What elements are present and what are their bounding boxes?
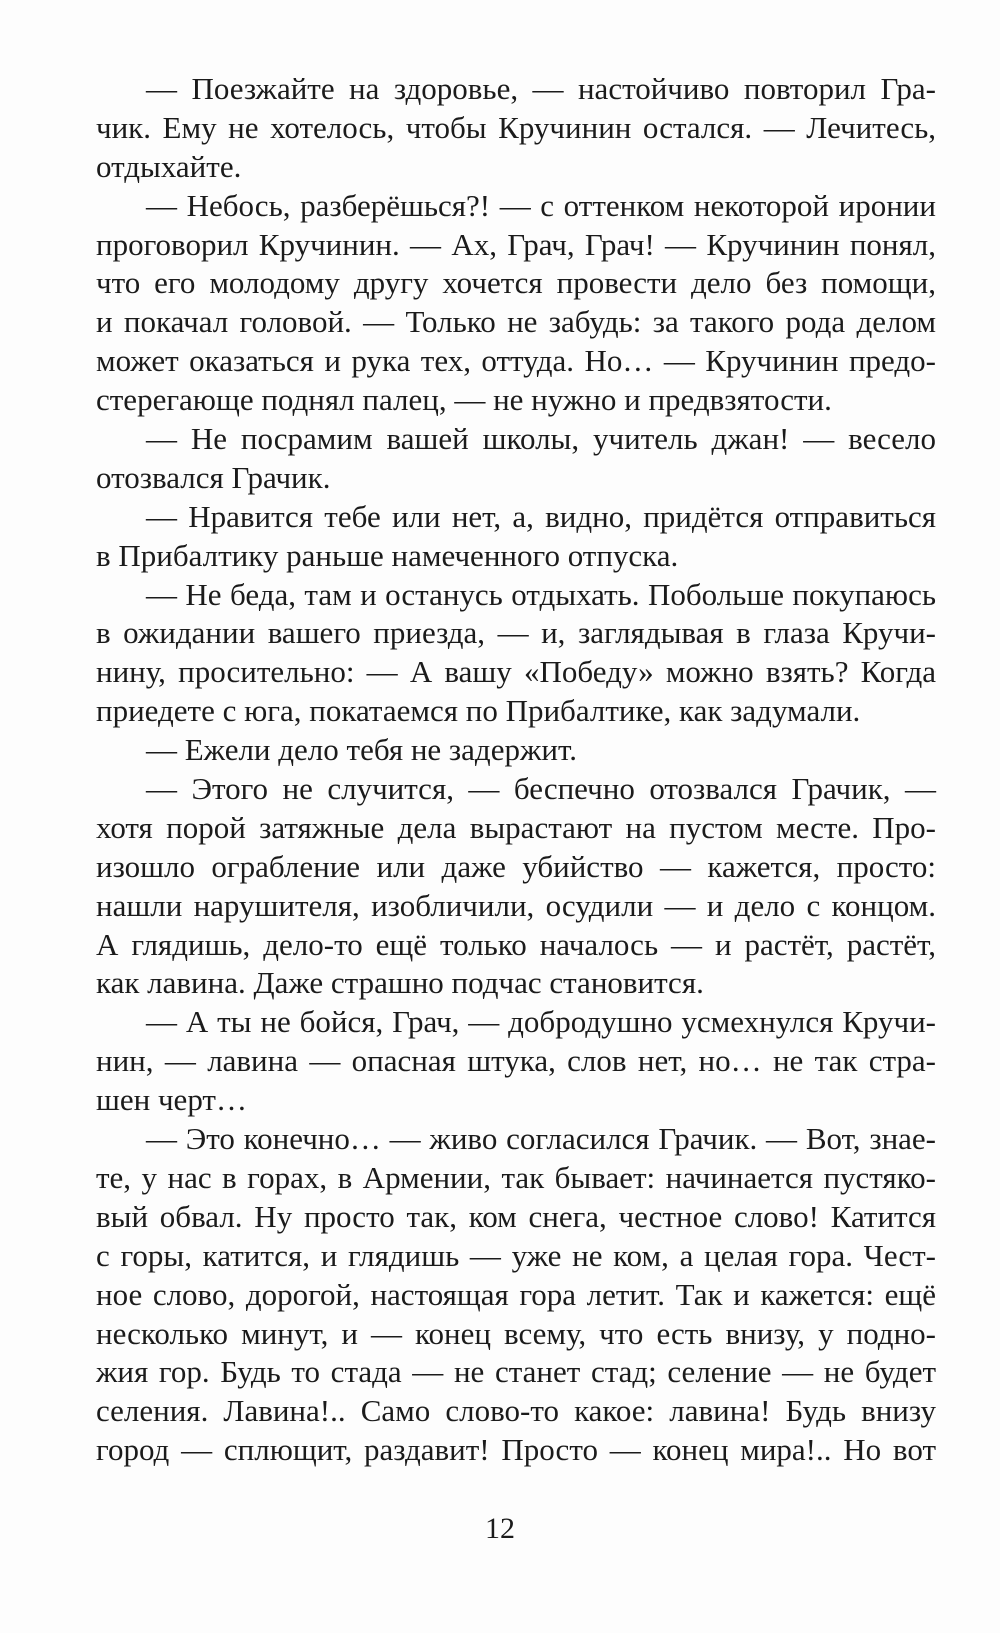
text-line: стерегающе поднял палец, — не нужно и предвзятости.	[96, 382, 832, 418]
text-line: А глядишь, дело-то ещё только началось — и растёт, растёт,	[96, 926, 936, 962]
text-line: ное слово, дорогой, настоящая гора летит. Так и кажется: ещё	[96, 1276, 936, 1312]
text-line: — Ежели дело тебя не задержит.	[146, 732, 577, 768]
text-line: нин, — лавина — опасная штука, слов нет, но… не так стра-	[96, 1043, 936, 1079]
text-line: — А ты не бойся, Грач, — добродушно усмехнулся Кручи-	[146, 1004, 936, 1040]
text-line: проговорил Кручинин. — Ах, Грач, Грач! — Кручинин понял,	[96, 226, 936, 262]
text-line: что его молодому другу хочется провести дело без помощи,	[96, 265, 936, 301]
text-line: чик. Ему не хотелось, чтобы Кручинин остался. — Лечитесь,	[96, 109, 936, 145]
text-line: — Это конечно… — живо согласился Грачик. — Вот, знае-	[146, 1121, 936, 1157]
text-line: как лавина. Даже страшно подчас становится.	[96, 965, 704, 1001]
text-line: нашли нарушителя, изобличили, осудили — и дело с концом.	[96, 887, 936, 923]
text-line: город — сплющит, раздавит! Просто — конец мира!.. Но вот	[96, 1432, 936, 1468]
text-line: — Нравится тебе или нет, а, видно, придётся отправиться	[146, 498, 936, 534]
text-line: — Поезжайте на здоровье, — настойчиво повторил Гра-	[146, 71, 936, 106]
text-line: в Прибалтику раньше намеченного отпуска.	[96, 537, 679, 573]
text-line: и покачал головой. — Только не забудь: за такого рода делом	[96, 304, 936, 340]
text-line: вый обвал. Ну просто так, ком снега, честное слово! Катится	[96, 1198, 936, 1234]
text-line: отдыхайте.	[96, 148, 242, 184]
text-line: нину, просительно: — А вашу «Победу» можно взять? Когда	[96, 654, 936, 690]
text-line: с горы, катится, и глядишь — уже не ком, а целая гора. Чест-	[96, 1237, 936, 1273]
text-line: изошло ограбление или даже убийство — кажется, просто:	[96, 848, 936, 884]
text-line: — Не посрамим вашей школы, учитель джан! — весело	[146, 421, 936, 457]
text-line: в ожидании вашего приезда, — и, заглядывая в глаза Кручи-	[96, 615, 936, 651]
text-line: отозвался Грачик.	[96, 459, 331, 495]
text-line: — Не беда, там и останусь отдыхать. Побольше покупаюсь	[146, 576, 936, 612]
text-line: жия гор. Будь то стада — не станет стад; селение — не будет	[96, 1354, 936, 1390]
body-text	[96, 70, 936, 1470]
text-line: может оказаться и рука тех, оттуда. Но… — Кручинин предо-	[96, 343, 936, 379]
text-line: несколько минут, и — конец всему, что есть внизу, у подно-	[96, 1315, 936, 1351]
text-line: селения. Лавина!.. Само слово-то какое: лавина! Будь внизу	[96, 1393, 936, 1429]
text-line: шен черт…	[96, 1082, 247, 1118]
text-line: те, у нас в горах, в Армении, так бывает: начинается пустяко-	[96, 1159, 936, 1195]
text-line: хотя порой затяжные дела вырастают на пустом месте. Про-	[96, 809, 936, 845]
text-line: — Этого не случится, — беспечно отозвался Грачик, —	[146, 771, 936, 807]
text-line: — Небось, разберёшься?! — с оттенком некоторой иронии	[146, 187, 936, 223]
text-line: приедете с юга, покатаемся по Прибалтике, как задумали.	[96, 693, 861, 729]
page-number: 12	[485, 1512, 515, 1545]
